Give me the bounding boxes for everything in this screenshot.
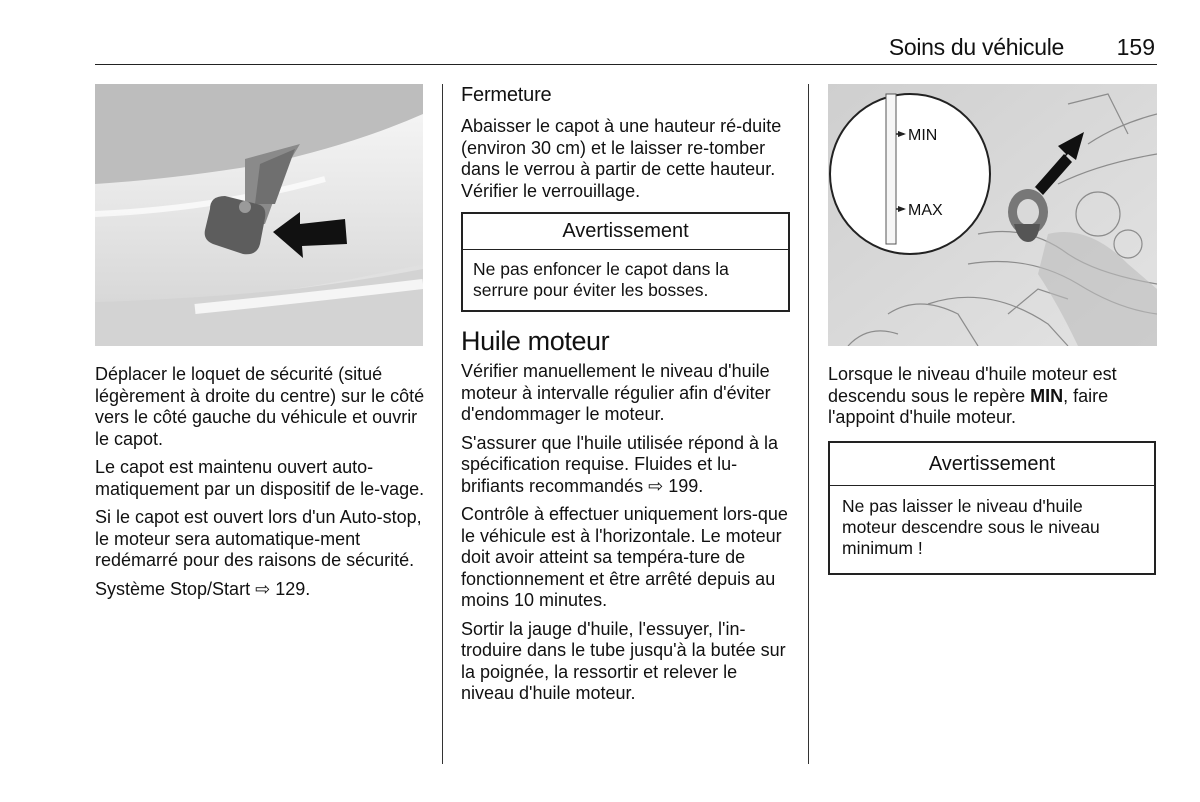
page-number: 159 [1116,34,1155,60]
paragraph: Sortir la jauge d'huile, l'essuyer, l'in-troduire dans le tube jusqu'à la butée sur la poignée, la ressortir et relever le niveau d'huile moteur. [461,618,786,703]
warning-body: Ne pas enfoncer le capot dans la serrure pour éviter les bosses. [473,259,729,300]
section-heading-huile-moteur: Huile moteur [461,326,610,356]
paragraph: Si le capot est ouvert lors d'un Auto-stop, le moteur sera automatique-ment redémarré pour des raisons de sécurité. [95,507,422,570]
section-title: Soins du véhicule [888,34,1064,60]
page-reference-arrow-icon: ⇨ [648,475,664,496]
dipstick-min-label: MIN [908,127,938,144]
warning-box [461,212,790,312]
subheading-fermeture: Fermeture [461,84,552,106]
warning-title: Avertissement [830,443,1154,486]
column-left [95,364,425,607]
paragraph [828,364,1158,429]
min-mark-label: MIN [1030,385,1064,406]
header-rule [95,64,1157,65]
hood-latch-illustration [95,84,423,346]
column-middle [461,84,791,712]
paragraph [95,579,425,601]
reference-page[interactable]: 199. [668,475,704,496]
paragraph: Déplacer le loquet de sécurité (situé légèrement à droite du centre) sur le côté vers le côté gauche du véhicule et ouvrir le capot. [95,364,425,449]
reference-page[interactable]: 129. [275,578,311,599]
oil-level-text: Lorsque le niveau d'huile moteur est descendu sous le repère [828,364,1117,406]
dipstick-max-label: MAX [908,202,943,219]
oil-level-text-end: , faire l'appoint d'huile moteur. [828,385,1109,427]
paragraph: Contrôle à effectuer uniquement lors-que le véhicule est à l'horizontale. Le moteur doit avoir atteint sa tempéra-ture de fonctionnement et être arrêté depuis au moins 10 minutes. [461,504,788,610]
dipstick-illustration [828,84,1157,346]
column-divider [442,84,443,764]
paragraph: Le capot est maintenu ouvert auto-matiquement par un dispositif de le-vage. [95,457,425,499]
page-reference-arrow-icon: ⇨ [255,578,271,599]
paragraph: Abaisser le capot à une hauteur ré-duite (environ 30 cm) et le laisser re-tomber dans le verrou à partir de cette hauteur. Vérifier le verrouillage. [461,116,782,201]
warning-title: Avertissement [463,214,788,250]
warning-body: Ne pas laisser le niveau d'huile moteur descendre sous le niveau minimum ! [842,495,1100,558]
warning-box [828,441,1156,575]
paragraph [461,433,791,498]
column-right [828,364,1158,575]
reference-text: Système Stop/Start [95,578,251,599]
paragraph: Vérifier manuellement le niveau d'huile moteur à intervalle régulier afin d'éviter d'endommager le moteur. [461,361,771,424]
column-divider [808,84,809,764]
spec-text: S'assurer que l'huile utilisée répond à la spécification requise. Fluides et lu-brifiants recommandés [461,432,779,496]
